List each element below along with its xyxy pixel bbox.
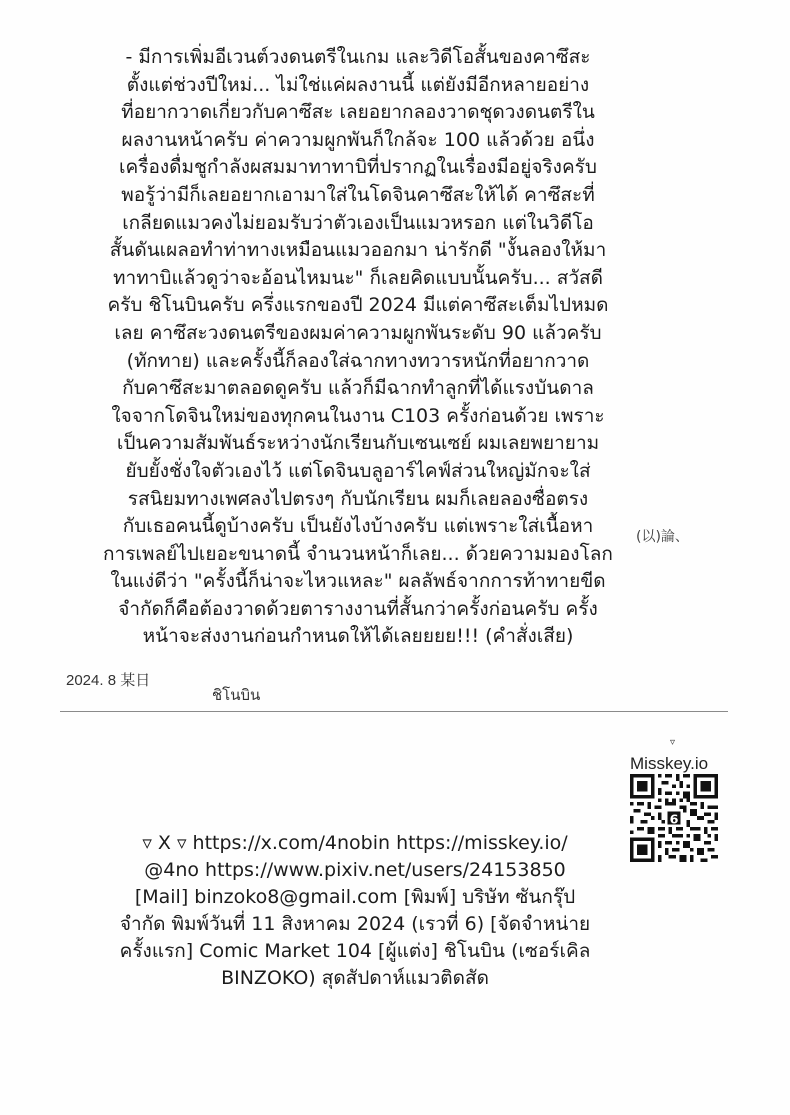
afterword-line: - มีการเพิ่มอีเวนต์วงดนตรีในเกม และวิดีโอสั้นของคาซึสะ <box>125 46 591 68</box>
afterword-line: เป็นความสัมพันธ์ระหว่างนักเรียนกับเซนเซย์ ผมเลยพยายาม <box>116 432 600 455</box>
afterword-line: ตั้งแต่ช่วงปีใหม่... ไม่ใช่แค่ผลงานนี้ แต่ยังมีอีกหลายอย่าง <box>126 73 590 96</box>
afterword-line: ที่อยากวาดเกี่ยวกับคาซึสะ เลยอยากลองวาดชุดวงดนตรีใน <box>121 101 595 124</box>
caret-icon: ▿ <box>670 737 676 748</box>
qr-label: Misskey.io <box>630 754 709 773</box>
afterword-line: รสนิยมทางเพศลงไปตรงๆ กับนักเรียน ผมก็เลยลองซื่อตรง <box>127 487 589 510</box>
afterword-line: ในแง่ดีว่า "ครั้งนี้ก็น่าจะไหวแหละ" ผลลัพธ์จากการท้าทายขีด <box>110 570 606 593</box>
colophon <box>40 830 670 992</box>
colophon-line: จำกัด พิมพ์วันที่ 11 สิงหาคม 2024 (เรวที่ 6) [จัดจำหน่าย <box>119 913 591 935</box>
afterword-line: ทาทาบิแล้วดูว่าจะอ้อนไหมนะ" ก็เลยคิดแบบนั้นครับ... สวัสดี <box>113 266 603 289</box>
afterword-line: เครื่องดื่มชูกำลังผสมมาทาทาบิที่ปรากฏในเรื่องมีอยู่จริงครับ <box>119 156 597 179</box>
afterword-line: สั้นดันเผลอทำท่าทางเหมือนแมวออกมา น่ารักดี "งั้นลองให้มา <box>109 239 607 262</box>
afterword-line: กับเธอคนนี้ดูบ้างครับ เป็นยังไงบ้างครับ แต่เพราะใส่เนื้อหา <box>122 515 594 538</box>
afterword-line: กับคาซึสะมาตลอดดูครับ แล้วก็มีฉากทำลูกที่ได้แรงบันดาล <box>122 377 594 400</box>
colophon-line: BINZOKO) สุดสัปดาห์แมวติดสัด <box>221 967 489 989</box>
margin-mark: (以)論、 <box>636 529 689 545</box>
afterword-line: ใจจากโดจินใหม่ของทุกคนในงาน C103 ครั้งก่อนด้วย เพราะ <box>111 404 605 427</box>
colophon-line: ครั้งแรก] Comic Market 104 [ผู้แต่ง] ชิโนบิน (เซอร์เคิล <box>119 940 591 962</box>
author-signature: ชิโนบิน <box>212 686 261 704</box>
divider <box>60 711 728 712</box>
afterword-line: ผลงานหน้าครับ ค่าความผูกพันก็ใกล้จะ 100 แล้วด้วย อนึ่ง <box>121 128 595 151</box>
colophon-line: [Mail] binzoko8@gmail.com [พิมพ์] บริษัท ซันกรุ๊ป <box>134 886 576 908</box>
afterword-line: เกลียดแมวคงไม่ยอมรับว่าตัวเองเป็นแมวหรอก แต่ในวิดีโอ <box>122 211 594 234</box>
afterword-date: 2024. 8 某日 <box>66 672 151 689</box>
afterword-line: พอรู้ว่ามีก็เลยอยากเอามาใส่ในโดจินคาซึสะให้ได้ คาซึสะที่ <box>121 183 595 206</box>
afterword-line: ครับ ชิโนบินครับ ครึ่งแรกของปี 2024 มีแต่คาซึสะเต็มไปหมด <box>107 294 609 317</box>
afterword-line: (ทักทาย) และครั้งนี้ก็ลองใส่ฉากทางทวารหนักที่อยากวาด <box>126 349 590 372</box>
afterword-line: ยับยั้งชั่งใจตัวเองไว้ แต่โดจินบลูอาร์ไคฟ์ส่วนใหญ่มักจะใส่ <box>125 459 591 482</box>
afterword-line: เลย คาซึสะวงดนตรีของผมค่าความผูกพันระดับ 90 แล้วครับ <box>114 321 602 344</box>
afterword-line: การเพลย์ไปเยอะขนาดนี้ จำนวนหน้าก็เลย... ด้วยความมองโลก <box>103 542 613 565</box>
afterword-text <box>58 44 658 651</box>
afterword-line: หน้าจะส่งงานก่อนกำหนดให้ได้เลยยยย!!! (คำสั่งเสีย) <box>142 625 574 648</box>
colophon-line: @4no https://www.pixiv.net/users/24153850 <box>144 859 566 881</box>
colophon-line: ▿ X ▿ https://x.com/4nobin https://misskey.io/ <box>142 832 568 854</box>
svg-text:6: 6 <box>669 811 679 827</box>
afterword-line: จำกัดก็คือต้องวาดด้วยตารางงานที่สั้นกว่าครั้งก่อนครับ ครั้ง <box>118 597 598 620</box>
